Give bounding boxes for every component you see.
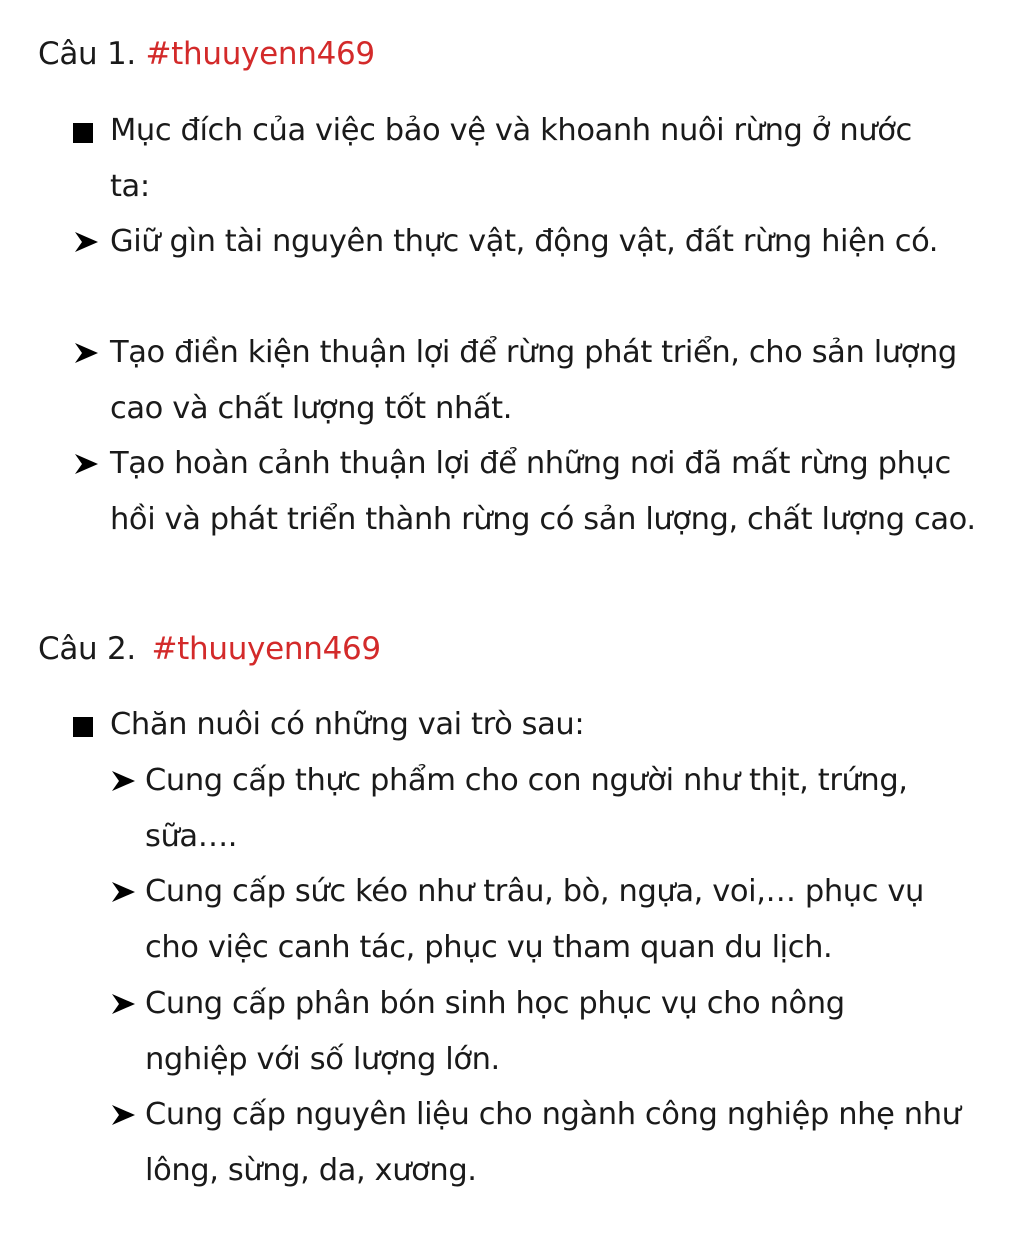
question-2-heading: [73, 697, 933, 753]
question-2-item: [110, 864, 960, 976]
question-1-item-text: Giữ gìn tài nguyên thực vật, động vật, đất rừng hiện có.: [110, 224, 939, 259]
question-2-item-text: Cung cấp thực phẩm cho con người như thịt, trứng, sữa….: [145, 763, 908, 854]
arrow-bullet-icon: [73, 436, 101, 492]
question-2-item: [110, 1087, 970, 1199]
arrow-bullet-icon: [110, 1087, 138, 1143]
arrow-bullet-icon: [110, 864, 138, 920]
question-1-hashtag: #thuuyenn469: [145, 36, 375, 72]
arrow-bullet-icon: [110, 753, 138, 809]
question-1-item: [73, 436, 978, 548]
question-2-item-text: Cung cấp sức kéo như trâu, bò, ngựa, voi,… phục vụ cho việc canh tác, phục vụ tham quan du lịch.: [145, 874, 924, 965]
question-1-heading: [73, 103, 933, 215]
cut-off-next-line: [38, 1222, 128, 1233]
question-2-heading-text: Chăn nuôi có những vai trò sau:: [110, 707, 585, 742]
square-bullet-icon: [73, 717, 93, 737]
question-2-item-text: Cung cấp nguyên liệu cho ngành công nghiệp nhẹ như lông, sừng, da, xương.: [145, 1097, 961, 1188]
arrow-bullet-icon: [73, 325, 101, 381]
question-1-item-text: Tạo hoàn cảnh thuận lợi để những nơi đã mất rừng phục hồi và phát triển thành rừng có sản lượng, chất lượng cao.: [110, 446, 976, 537]
question-1-label: Câu 1.: [38, 36, 136, 72]
question-1-item: [73, 214, 963, 270]
question-2-hashtag: #thuuyenn469: [151, 631, 381, 667]
question-1-item-text: Tạo điền kiện thuận lợi để rừng phát triển, cho sản lượng cao và chất lượng tốt nhất.: [110, 335, 957, 426]
question-2-item-text: Cung cấp phân bón sinh học phục vụ cho nông nghiệp với số lượng lớn.: [145, 986, 845, 1077]
question-2-label: Câu 2.: [38, 631, 136, 667]
arrow-bullet-icon: [110, 976, 138, 1032]
question-1-title: [38, 34, 375, 74]
question-2-item: [110, 976, 930, 1088]
question-2-title: [38, 629, 381, 669]
arrow-bullet-icon: [73, 214, 101, 270]
question-2-item: [110, 753, 950, 865]
question-1-heading-text: Mục đích của việc bảo vệ và khoanh nuôi rừng ở nước ta:: [110, 113, 912, 204]
square-bullet-icon: [73, 123, 93, 143]
question-1-item: [73, 325, 963, 437]
